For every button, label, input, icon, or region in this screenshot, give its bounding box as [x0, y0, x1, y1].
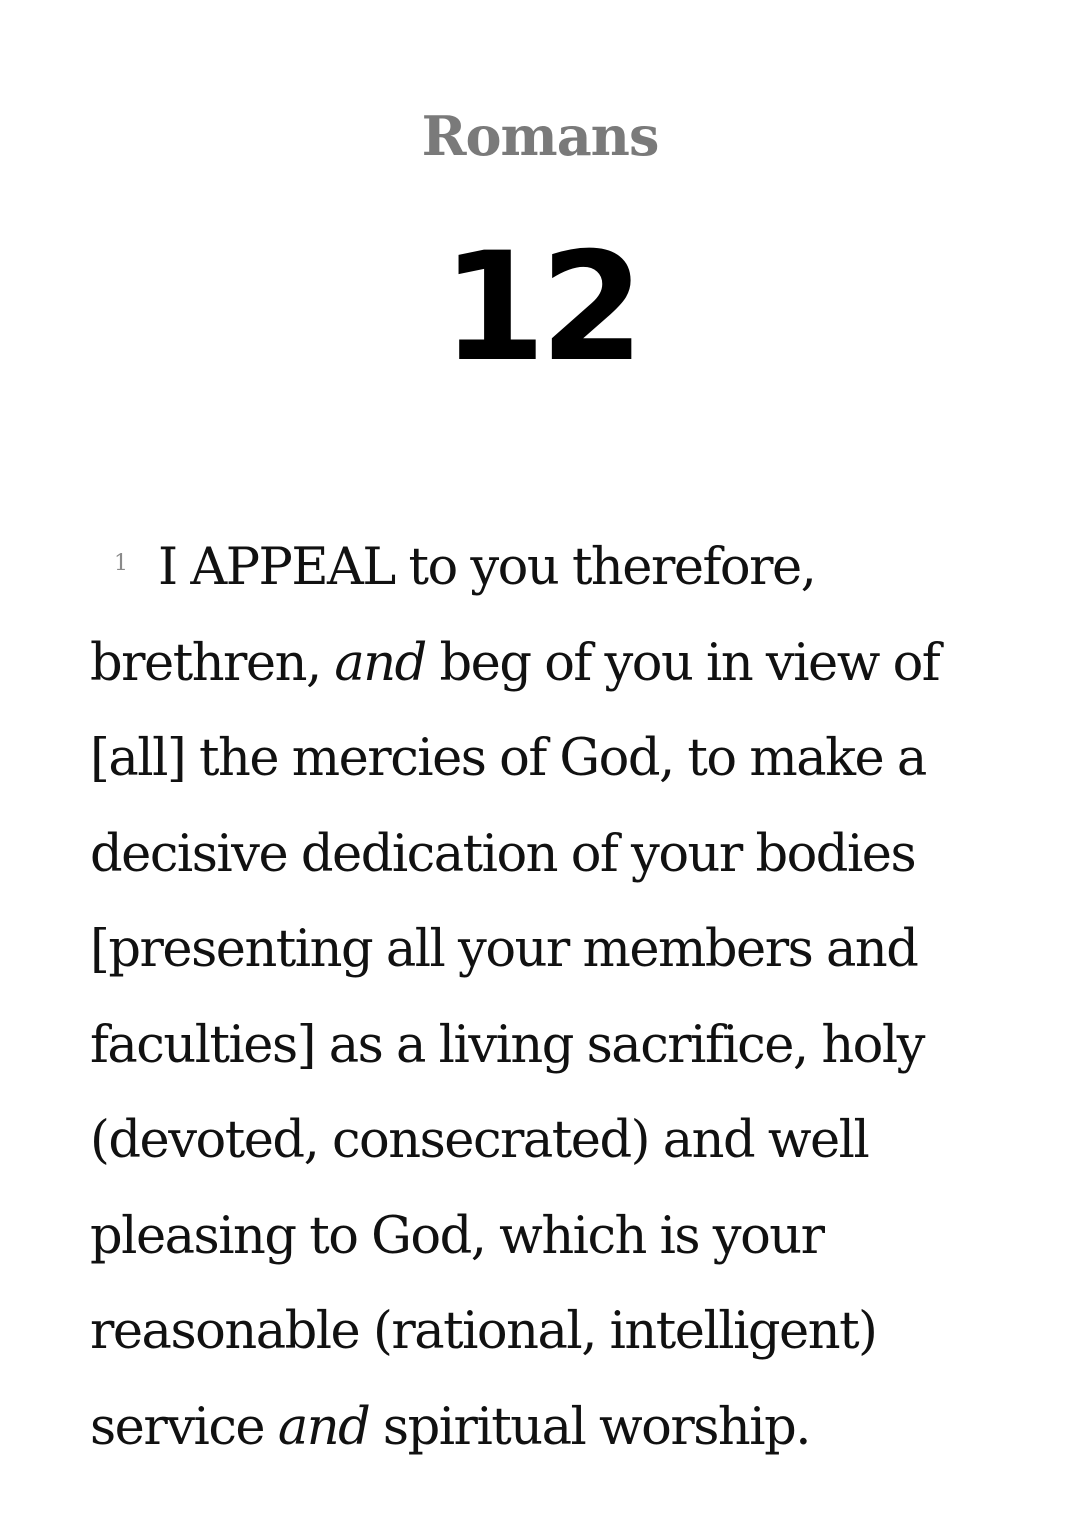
- verse-line: [90, 1380, 990, 1476]
- verse-line: [90, 616, 990, 712]
- verse-line: pleasing to God, which is your: [90, 1206, 824, 1266]
- chapter-number: 12: [441, 221, 639, 395]
- verse-line-text: beg of you in view of: [425, 633, 940, 693]
- verse-line-italic: and: [277, 1397, 370, 1457]
- verse-line-italic: and: [334, 633, 426, 693]
- verse-line: (devoted, consecrated) and well: [90, 1111, 869, 1170]
- verse-line: faculties] as a living sacrifice, holy: [90, 1015, 924, 1075]
- verse-line-text: brethren,: [90, 633, 335, 693]
- verse-text[interactable]: [90, 516, 990, 1475]
- verse-number[interactable]: 1: [114, 551, 128, 576]
- verse-line-text: service: [90, 1397, 278, 1457]
- verse-line-text: I APPEAL to you therefore,: [158, 538, 816, 597]
- verse-line: [90, 516, 990, 616]
- verse-line: [all] the mercies of God, to make a: [90, 729, 926, 788]
- verse-line: decisive dedication of your bodies: [90, 824, 916, 884]
- verse-line: reasonable (rational, intelligent): [90, 1302, 877, 1361]
- book-title: Romans: [421, 104, 659, 168]
- verse-line: [presenting all your members and: [90, 920, 918, 979]
- verse-line-text: spiritual worship.: [369, 1397, 810, 1457]
